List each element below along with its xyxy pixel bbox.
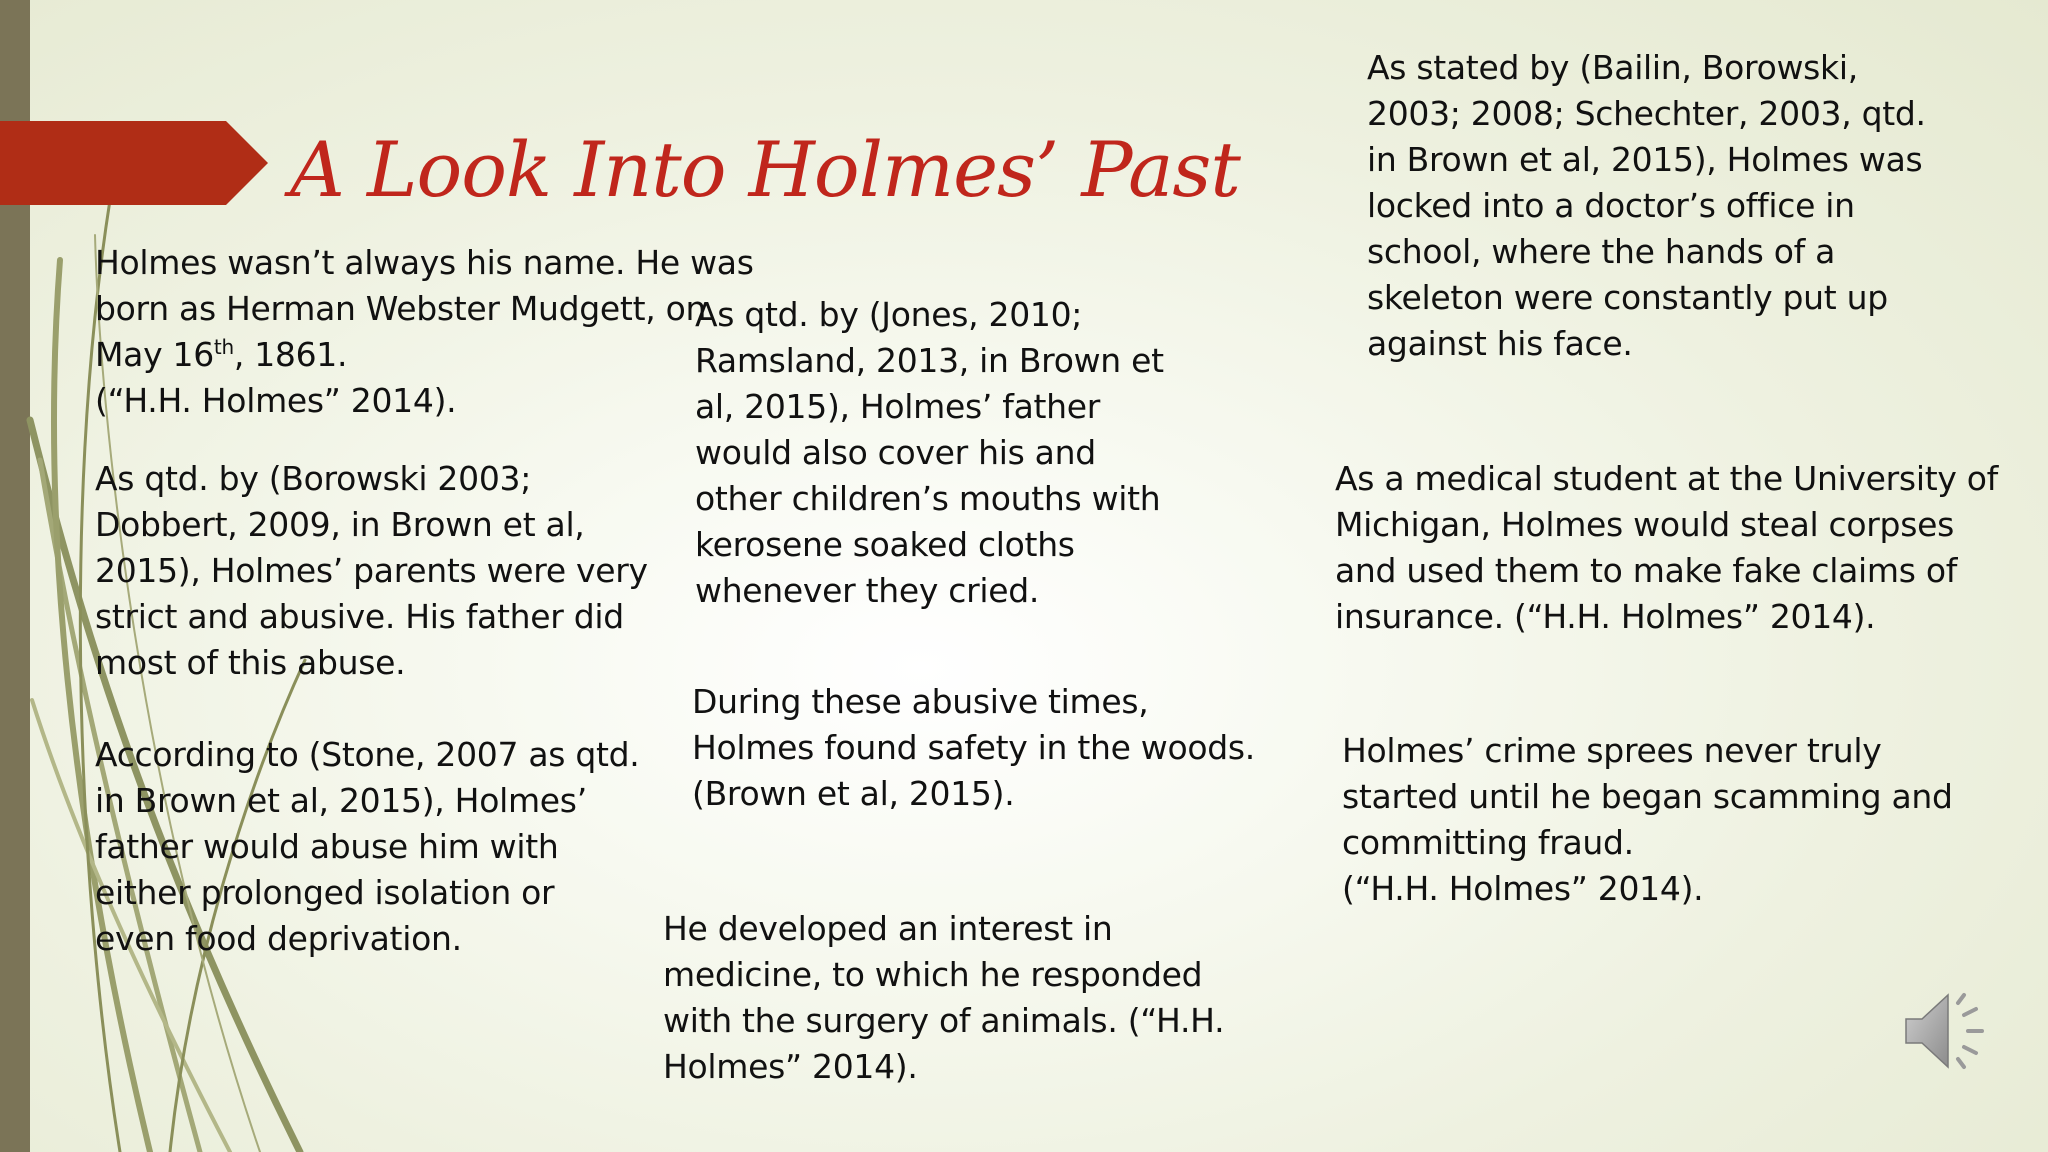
corpses-text: As a medical student at the University of Michigan, Holmes would steal corpses and used them to make fake claims of insurance. (“H.H. Holmes” 2014). [1335, 459, 1998, 636]
title-arrow-banner [0, 121, 268, 205]
parents-abuse-text: As qtd. by (Borowski 2003; Dobbert, 2009, in Brown et al, 2015), Holmes’ parents were very strict and abusive. His father did most of this abuse. [95, 459, 648, 682]
fraud-text: Holmes’ crime sprees never truly started until he began scamming and committing fraud. (“H.H. Holmes” 2014). [1342, 731, 1953, 908]
skeleton-text: As stated by (Bailin, Borowski, 2003; 2008; Schechter, 2003, qtd. in Brown et al, 2015), Holmes was locked into a doctor’s office in school, where the hands of a skeleton were constantly put up against his face. [1367, 48, 1926, 363]
name-origin-text: Holmes wasn’t always his name. He was born as Herman Webster Mudgett, on May 16th, 1861. (“H.H. Holmes” 2014). [95, 243, 754, 420]
medicine-text: He developed an interest in medicine, to which he responded with the surgery of animals. (“H.H. Holmes” 2014). [663, 909, 1225, 1086]
woods-text: During these abusive times, Holmes found safety in the woods. (Brown et al, 2015). [692, 682, 1255, 813]
slide-title: A Look Into Holmes’ Past [290, 125, 1240, 214]
isolation-text: According to (Stone, 2007 as qtd. in Brown et al, 2015), Holmes’ father would abuse him with either prolonged isolation or even food deprivation. [95, 735, 640, 958]
kerosene-text: As qtd. by (Jones, 2010; Ramsland, 2013, in Brown et al, 2015), Holmes’ father would also cover his and other children’s mouths with kerosene soaked cloths whenever they cried. [695, 295, 1164, 610]
speaker-icon[interactable] [1902, 985, 1994, 1077]
